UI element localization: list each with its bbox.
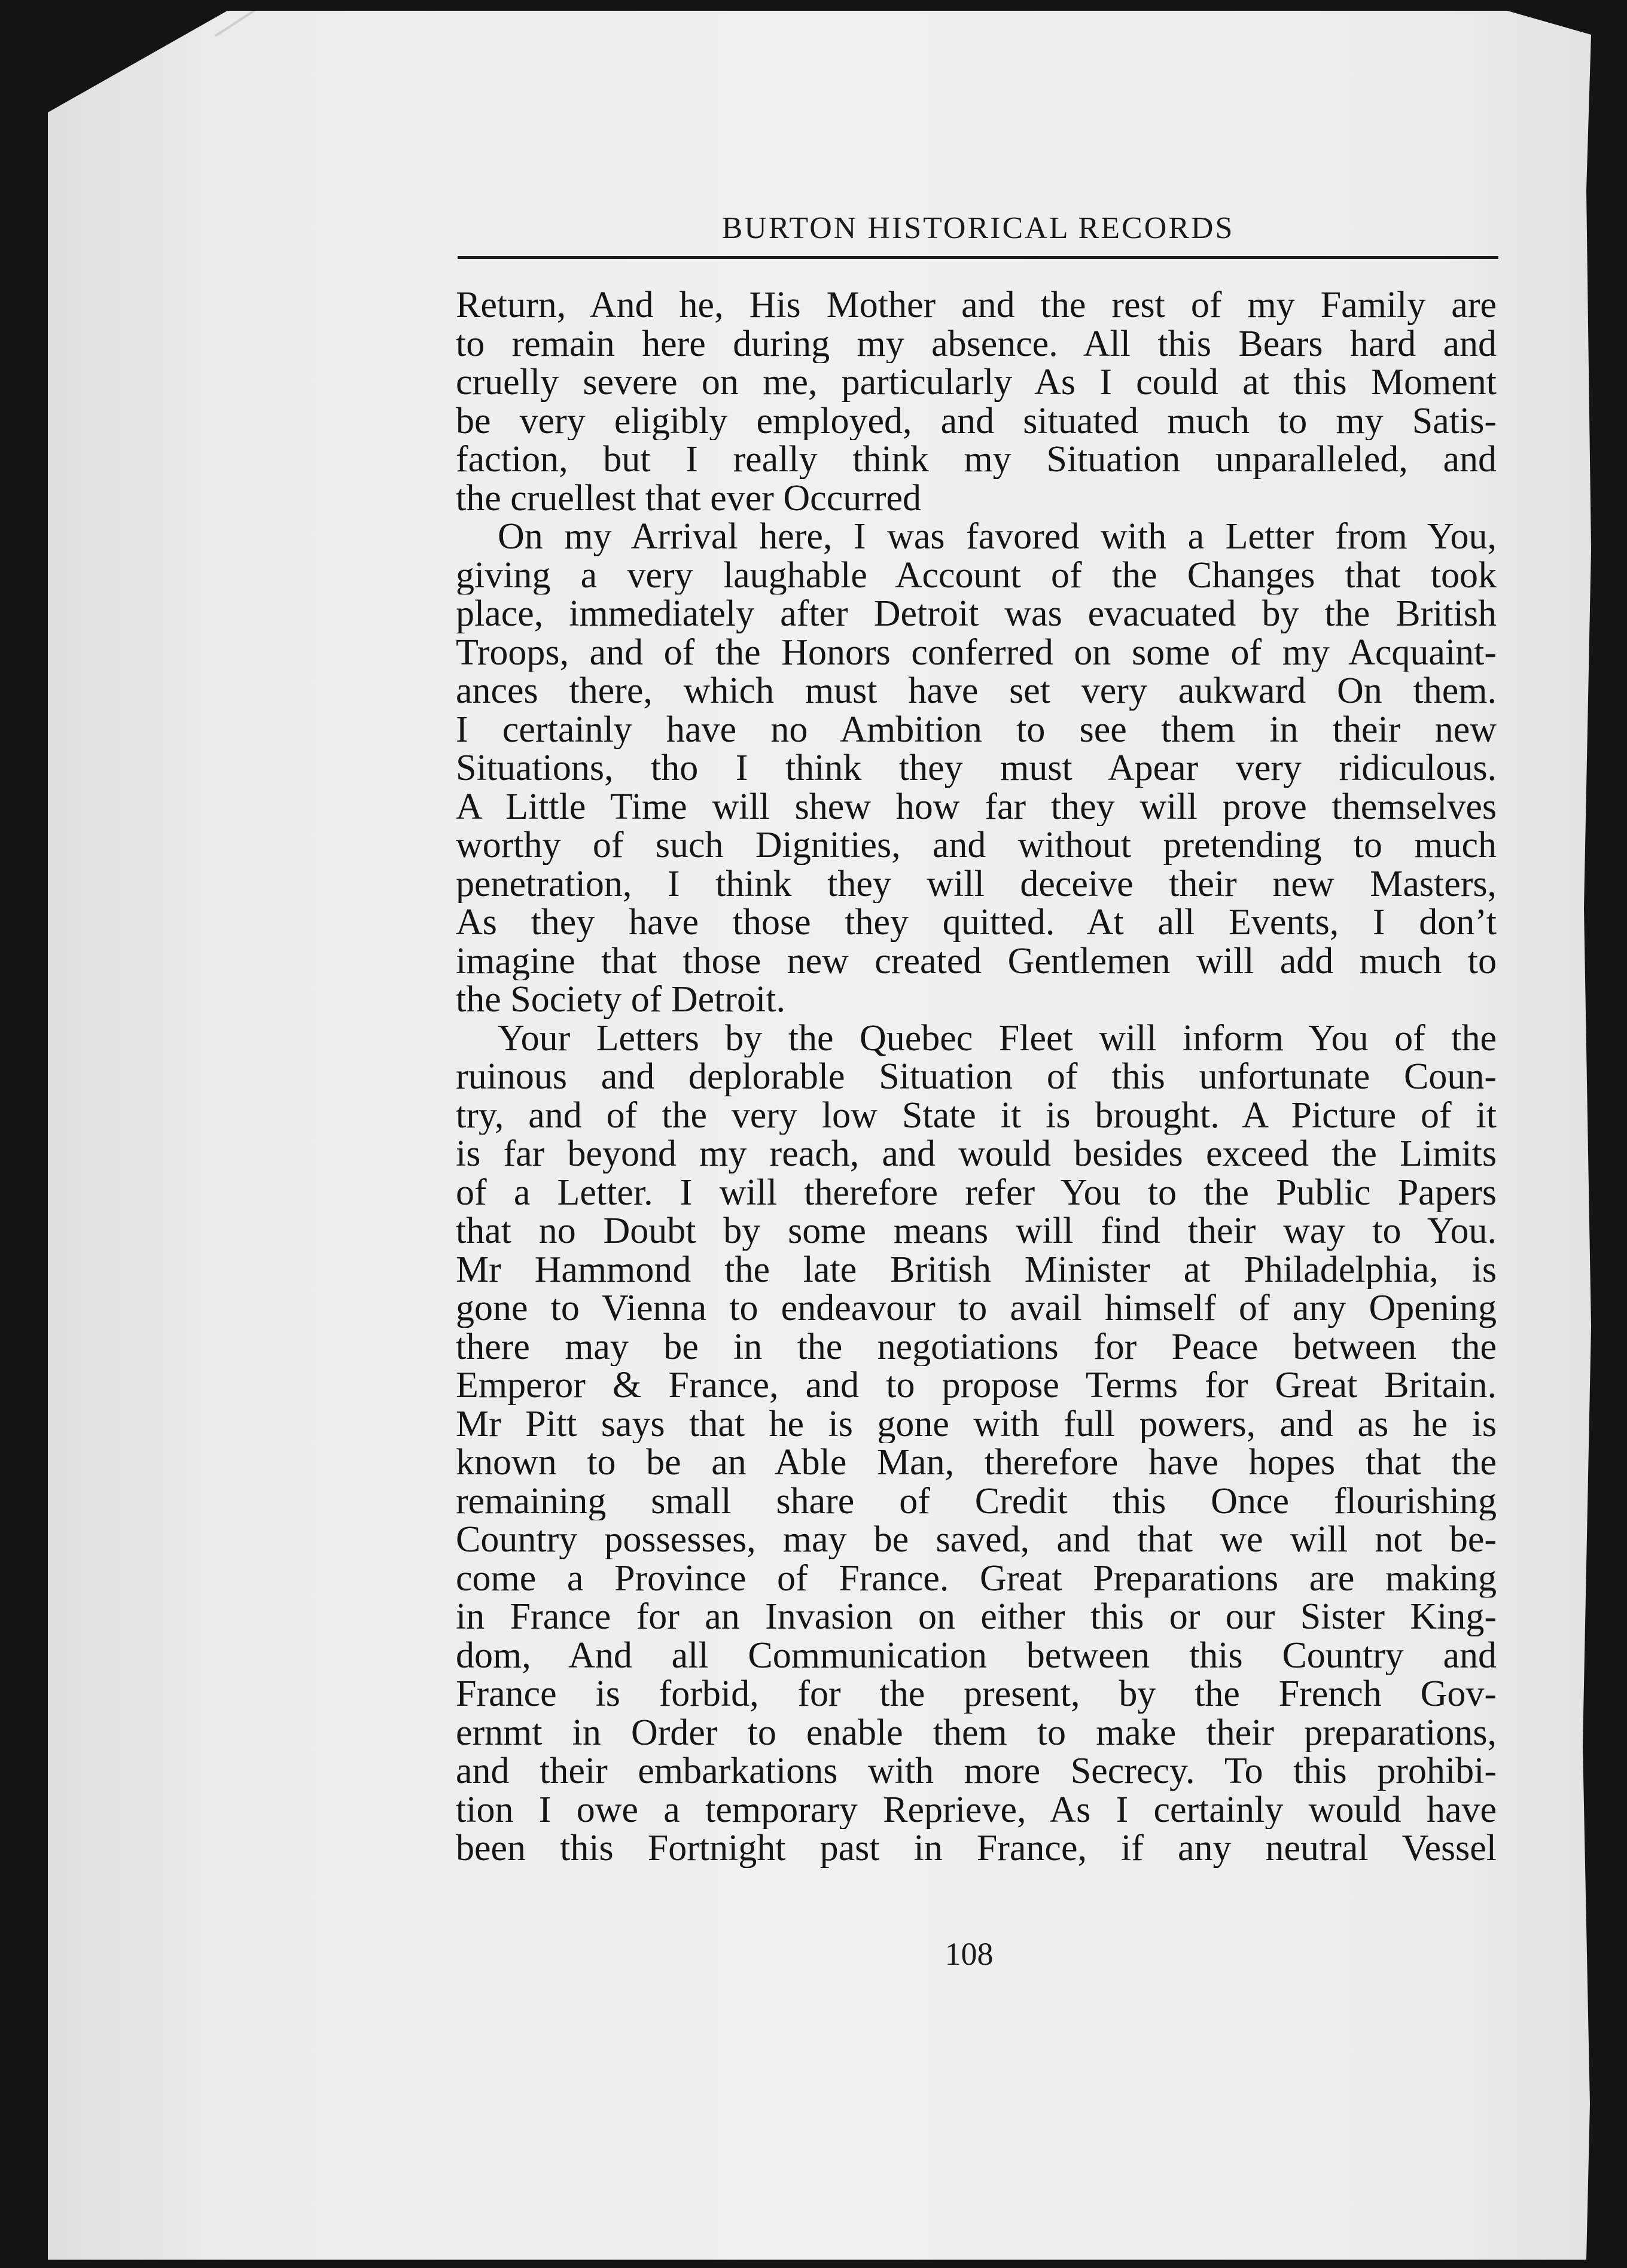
text-line: France is forbid, for the present, by the French Gov- bbox=[456, 1675, 1497, 1714]
running-header: BURTON HISTORICAL RECORDS bbox=[721, 211, 1235, 245]
text-line: Situations, tho I think they must Apear very ridiculous. bbox=[456, 749, 1497, 788]
text-line: be very eligibly employed, and situated much to my Satis- bbox=[456, 401, 1497, 440]
text-line: Emperor & France, and to propose Terms for Great Britain. bbox=[456, 1366, 1497, 1405]
text-line: ruinous and deplorable Situation of this unfortunate Coun- bbox=[456, 1057, 1497, 1096]
text-line: cruelly severe on me, particularly As I could at this Moment bbox=[456, 363, 1497, 402]
text-line: tion I owe a temporary Reprieve, As I certainly would have bbox=[456, 1790, 1497, 1829]
text-line: Return, And he, His Mother and the rest of my Family are bbox=[456, 286, 1497, 325]
text-line: faction, but I really think my Situation unparalleled, and bbox=[456, 440, 1497, 479]
text-line: of a Letter. I will therefore refer You to the Public Papers bbox=[456, 1173, 1497, 1212]
text-line: As they have those they quitted. At all Events, I don’t bbox=[456, 903, 1497, 942]
text-line: On my Arrival here, I was favored with a Letter from You, bbox=[498, 517, 1497, 556]
text-line: Mr Pitt says that he is gone with full powers, and as he is bbox=[456, 1404, 1497, 1443]
text-line: imagine that those new created Gentlemen will add much to bbox=[456, 941, 1497, 980]
header-rule bbox=[458, 256, 1498, 259]
text-line: been this Fortnight past in France, if any neutral Vessel bbox=[456, 1829, 1497, 1868]
text-line: Troops, and of the Honors conferred on some of my Acquaint- bbox=[456, 633, 1497, 672]
text-line: A Little Time will shew how far they will prove themselves bbox=[456, 787, 1497, 826]
text-line: ernmt in Order to enable them to make their preparations, bbox=[456, 1713, 1497, 1752]
text-line: there may be in the negotiations for Peace between the bbox=[456, 1327, 1497, 1366]
text-line: come a Province of France. Great Preparations are making bbox=[456, 1559, 1497, 1598]
text-line: penetration, I think they will deceive their new Masters, bbox=[456, 864, 1497, 903]
text-line: remaining small share of Credit this Once flourishing bbox=[456, 1481, 1497, 1520]
text-line: and their embarkations with more Secrecy. To this prohibi- bbox=[456, 1752, 1497, 1791]
text-line: Mr Hammond the late British Minister at Philadelphia, is bbox=[456, 1250, 1497, 1289]
paper-fold-crease bbox=[215, 0, 477, 37]
text-line: in France for an Invasion on either this or our Sister King- bbox=[456, 1598, 1497, 1636]
text-line: dom, And all Communication between this Country and bbox=[456, 1636, 1497, 1675]
text-line: giving a very laughable Account of the Changes that took bbox=[456, 556, 1497, 595]
text-line: the Society of Detroit. bbox=[456, 980, 785, 1019]
text-line: to remain here during my absence. All this Bears hard and bbox=[456, 324, 1497, 363]
text-line: worthy of such Dignities, and without pretending to much bbox=[456, 826, 1497, 865]
text-line: Country possesses, may be saved, and that we will not be- bbox=[456, 1520, 1497, 1559]
text-line: place, immediately after Detroit was evacuated by the British bbox=[456, 595, 1497, 633]
text-line: I certainly have no Ambition to see them in their new bbox=[456, 710, 1497, 749]
text-line: try, and of the very low State it is brought. A Picture of it bbox=[456, 1096, 1497, 1135]
text-line: gone to Vienna to endeavour to avail himself of any Opening bbox=[456, 1289, 1497, 1328]
text-line: Your Letters by the Quebec Fleet will inform You of the bbox=[498, 1019, 1497, 1057]
page-number: 108 bbox=[944, 1936, 994, 1972]
text-line: known to be an Able Man, therefore have hopes that the bbox=[456, 1443, 1497, 1482]
text-line: that no Doubt by some means will find their way to You. bbox=[456, 1212, 1497, 1251]
text-line: ances there, which must have set very aukward On them. bbox=[456, 672, 1497, 711]
text-line: is far beyond my reach, and would besides exceed the Limits bbox=[456, 1135, 1497, 1173]
letter-body-text bbox=[456, 286, 1497, 1868]
text-line: the cruellest that ever Occurred bbox=[456, 478, 922, 517]
